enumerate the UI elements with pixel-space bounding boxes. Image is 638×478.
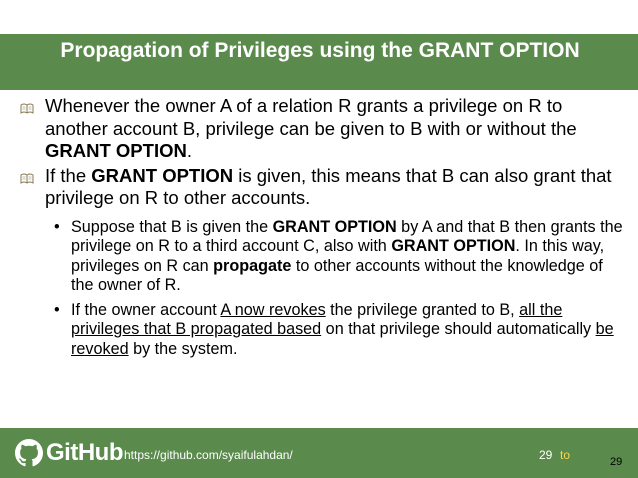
bullet-text: If the — [45, 164, 92, 186]
github-logo-text: GitHub — [46, 439, 123, 466]
sub-bullet-text: on that privilege should automatically — [321, 320, 596, 338]
sub-bullet-text: the privilege granted to B, — [325, 300, 520, 319]
bullet-text: . — [186, 140, 192, 161]
bullet-bold: GRANT OPTION — [45, 140, 187, 161]
sub-bullet-text: Suppose that B is given the — [71, 217, 273, 236]
sub-bullet-text: by the system. — [128, 339, 238, 358]
slide-title: Propagation of Privileges using the GRANT OPTION — [60, 39, 580, 62]
slide-content — [20, 95, 625, 359]
bullet-text: is given, this means that B can also grant that privilege on R to other accounts. — [45, 164, 612, 208]
sub-bullet-underlined: be revoked — [71, 320, 614, 358]
sub-bullet-bold: propagate — [213, 256, 292, 275]
sub-bullet-text: . In this way, privileges on R can — [71, 237, 605, 275]
sub-bullet-item — [54, 218, 625, 296]
sub-bullet-item — [54, 301, 625, 360]
sub-bullet-text: to other accounts without the knowledge of the owner of R. — [71, 256, 603, 294]
page-number: 29 — [610, 456, 623, 468]
github-mark-icon — [15, 439, 43, 467]
bullet-item — [20, 95, 625, 163]
book-icon — [20, 172, 34, 185]
footer-page-to: to — [560, 448, 571, 462]
sub-bullet-underlined: A now revokes — [220, 300, 326, 319]
sub-bullet-bold: GRANT OPTION — [272, 217, 397, 236]
footer-url[interactable]: https://github.com/syaifulahdan/ — [124, 448, 293, 462]
sub-bullet-bold: GRANT OPTION — [391, 237, 516, 255]
sub-bullet-list — [20, 218, 625, 360]
bullet-dot: • — [54, 300, 60, 319]
bullet-text: Whenever the owner A of a relation R grants a privilege on R to another account B, privilege can be given to B with or without the — [45, 95, 577, 139]
book-icon — [20, 102, 34, 115]
bullet-bold: GRANT OPTION — [91, 164, 234, 186]
sub-bullet-underlined: all the privileges that B propagated based — [71, 300, 563, 338]
bullet-dot: • — [54, 217, 60, 236]
footer-page-label: 29 — [539, 448, 553, 462]
sub-bullet-text: by A and that B then grants the privilege on R to a third account C, also with — [71, 217, 623, 255]
bullet-item — [20, 165, 625, 210]
sub-bullet-text: If the owner account — [71, 300, 221, 319]
